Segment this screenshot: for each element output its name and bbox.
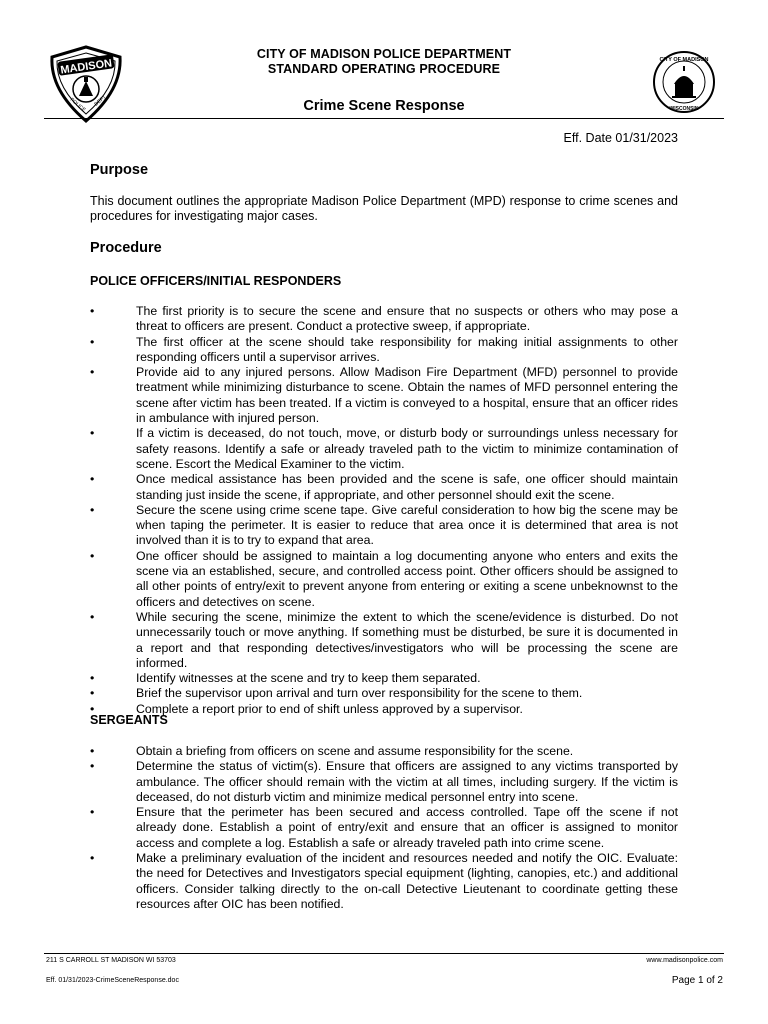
list-item	[0, 610, 678, 671]
list-item	[0, 426, 678, 472]
list-item-text: The first priority is to secure the scene and ensure that no suspects or others who may pose a threat to officers are present. Conduct a protective sweep, if appropriate.	[136, 304, 678, 334]
list-item	[0, 686, 678, 701]
list-item	[0, 805, 678, 851]
bullet-icon: •	[90, 365, 95, 380]
svg-text:WISCONSIN: WISCONSIN	[669, 106, 699, 112]
bullet-icon: •	[90, 609, 95, 624]
list-item	[0, 744, 678, 759]
purpose-heading: Purpose	[90, 162, 149, 178]
svg-text:POLICE: POLICE	[68, 96, 87, 114]
department-name: CITY OF MADISON POLICE DEPARTMENT	[256, 47, 512, 61]
list-item	[0, 851, 678, 912]
list-item-text: Make a preliminary evaluation of the incident and resources needed and notify the OIC. Evaluate: the need for Detectives and Investigators special equipment (lighting, canopies, etc.) and additional officers. Consider talking directly to the on-call Detective Lieutenant to coordinate getting these resources after OIC has been notified.	[136, 851, 678, 911]
list-item	[0, 304, 678, 335]
list-item-text: Identify witnesses at the scene and try to keep them separated.	[136, 671, 481, 686]
footer-address: 211 S CARROLL ST MADISON WI 53703	[46, 957, 176, 964]
bullet-icon: •	[90, 472, 95, 487]
bullet-icon: •	[90, 304, 95, 318]
svg-text:MADISON: MADISON	[59, 57, 113, 77]
footer-divider	[44, 953, 724, 954]
bullet-icon: •	[90, 686, 95, 701]
bullet-icon: •	[90, 502, 95, 517]
sergeants-heading: SERGEANTS	[90, 713, 168, 727]
list-item-text: One officer should be assigned to maintain a log documenting anyone who enters and exits the scene via an established, secure, and controlled access point. Other officers should be assigned to all other points of entry/exit to prevent anyone from entering or exiting a scene unbeknownst to the officers and detectives on scene.	[136, 548, 678, 609]
list-item	[0, 335, 678, 366]
bullet-icon: •	[90, 744, 95, 758]
purpose-text: This document outlines the appropriate Madison Police Department (MPD) response to crime scenes and procedures for investigating major cases.	[90, 194, 678, 224]
document-type: STANDARD OPERATING PROCEDURE	[267, 62, 501, 76]
list-item	[0, 472, 678, 503]
list-item-text: Obtain a briefing from officers on scene and assume responsibility for the scene.	[136, 744, 574, 758]
header-divider	[44, 118, 724, 119]
footer-website[interactable]: www.madisonpolice.com	[646, 957, 723, 964]
list-item-text: Secure the scene using crime scene tape. Give careful consideration to how big the scene may be when taping the perimeter. It is easier to reduce that area once it is determined that area is not involved than it is to try to expand that area.	[136, 502, 678, 548]
footer-filename: Eff. 01/31/2023-CrimeSceneResponse.doc	[46, 977, 179, 984]
list-item	[0, 671, 678, 686]
list-item-text: Once medical assistance has been provided and the scene is safe, one officer should maintain standing just inside the scene, if appropriate, and other personnel should exit the scene.	[136, 472, 678, 502]
list-item-text: If a victim is deceased, do not touch, move, or disturb body or surroundings unless necessary for safety reasons. Identify a safe or already traveled path to the victim to minimize contamination of scene. Escort the Medical Examiner to the victim.	[136, 426, 678, 471]
sergeants-bullet-list	[0, 744, 678, 912]
list-item	[0, 365, 678, 426]
list-item-text: While securing the scene, minimize the extent to which the scene/evidence is disturbed. Do not unnecessarily touch or move anything. If something must be disturbed, be sure it is documented in a report and that responding detectives/investigators who will be processing the scene are informed.	[136, 609, 678, 670]
list-item-text: The first officer at the scene should take responsibility for making initial assignments to other responding officers until a supervisor arrives.	[136, 334, 678, 364]
list-item	[0, 503, 678, 549]
document-title: Crime Scene Response	[303, 98, 465, 114]
list-item-text: Provide aid to any injured persons. Allow Madison Fire Department (MFD) personnel to provide treatment while minimizing disturbance to scene. Obtain the names of MFD personnel entering the scene after victim has been treated. If a victim is conveyed to a hospital, ensure that an officer rides in ambulance with injured person.	[136, 365, 678, 426]
svg-text:DEPT: DEPT	[93, 94, 108, 108]
officers-bullet-list	[0, 304, 678, 717]
list-item-text: Determine the status of victim(s). Ensure that officers are assigned to any victims transported by ambulance. The officer should remain with the victim at all times, including surgery. If the victim is deceased, do not disturb victim and minimize medical personnel entry into scene.	[136, 759, 678, 804]
list-item-text: Ensure that the perimeter has been secured and access controlled. Tape off the scene if not already done. Establish a point of entry/exit and ensure that an officer is assigned to monitor access and complete a log. Establish a safe or already traveled path into crime scene.	[136, 805, 678, 850]
procedure-heading: Procedure	[90, 240, 162, 256]
bullet-icon: •	[90, 548, 95, 563]
officers-heading: POLICE OFFICERS/INITIAL RESPONDERS	[90, 274, 342, 288]
bullet-icon: •	[90, 334, 95, 349]
list-item	[0, 549, 678, 610]
list-item-text: Brief the supervisor upon arrival and turn over responsibility for the scene to them.	[136, 686, 583, 701]
bullet-icon: •	[90, 426, 95, 441]
list-item-text: Complete a report prior to end of shift unless approved by a supervisor.	[136, 701, 523, 716]
bullet-icon: •	[90, 671, 95, 686]
list-item	[0, 759, 678, 805]
bullet-icon: •	[90, 759, 95, 774]
bullet-icon: •	[90, 805, 95, 820]
svg-text:CITY OF MADISON: CITY OF MADISON	[659, 57, 709, 63]
bullet-icon: •	[90, 851, 95, 866]
page-number: Page 1 of 2	[671, 975, 723, 986]
effective-date: Eff. Date 01/31/2023	[563, 131, 678, 145]
bullet-icon: •	[90, 701, 95, 716]
